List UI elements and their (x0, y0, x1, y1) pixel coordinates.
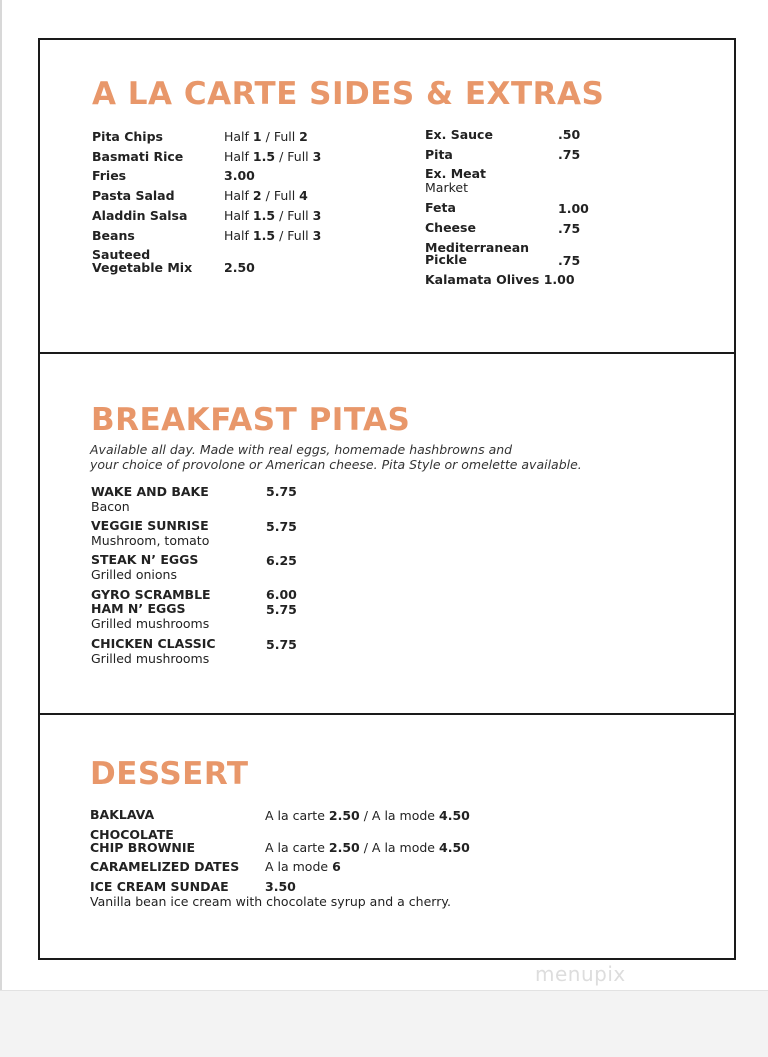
menu-item-name: Basmati Rice (92, 149, 184, 164)
menu-item-name: STEAK N’ EGGS (91, 552, 199, 567)
breakfast-heading: BREAKFAST PITAS (91, 402, 411, 438)
menu-item-price: 2.50 (224, 260, 255, 275)
menu-item: Kalamata Olives 1.00 (425, 272, 575, 287)
menu-item-price: Half 1 / Full 2 (224, 129, 308, 144)
menu-item-price: Half 2 / Full 4 (224, 188, 308, 203)
menu-item-price: Half 1.5 / Full 3 (224, 149, 322, 164)
menu-item-name: Vegetable Mix (92, 260, 193, 275)
menu-item-name: Pasta Salad (92, 188, 175, 203)
menu-item-desc: Grilled mushrooms (91, 651, 210, 666)
scan-footer (0, 990, 768, 1057)
menu-item-name: Fries (92, 168, 127, 183)
menu-item-desc: Mushroom, tomato (91, 533, 210, 548)
menu-item-name: VEGGIE SUNRISE (91, 518, 209, 533)
menu-item-name: Beans (92, 228, 135, 243)
menu-item-price: A la mode 6 (265, 859, 341, 874)
menu-item-price: .75 (558, 253, 581, 268)
menu-item-price: 5.75 (266, 519, 297, 534)
menu-item-name: Cheese (425, 220, 476, 235)
menu-item-name: Feta (425, 200, 456, 215)
menu-item-price: 6.25 (266, 553, 297, 568)
menu-item-price: 5.75 (266, 484, 297, 499)
menu-item-name: CARAMELIZED DATES (90, 859, 240, 874)
menu-item-name: BAKLAVA (90, 807, 155, 822)
menu-item-price: 3.50 (265, 879, 296, 894)
menu-item-name: Pita (425, 147, 453, 162)
menu-item-price: 5.75 (266, 637, 297, 652)
menu-item-name: Aladdin Salsa (92, 208, 188, 223)
menu-item-name: Sauteed (92, 247, 151, 262)
menu-item-name: WAKE AND BAKE (91, 484, 209, 499)
menu-item-price: .75 (558, 221, 581, 236)
menu-item-name: Ex. Meat (425, 166, 487, 181)
menu-item-name: HAM N’ EGGS (91, 601, 186, 616)
menu-item-price: .75 (558, 147, 581, 162)
menu-item-price: Half 1.5 / Full 3 (224, 228, 322, 243)
menu-item-desc: Grilled onions (91, 567, 177, 582)
menu-item-name: CHICKEN CLASSIC (91, 636, 216, 651)
menu-item-desc: Vanilla bean ice cream with chocolate syrup and a cherry. (90, 894, 451, 909)
menu-item-price: .50 (558, 127, 581, 142)
menu-item-price: A la carte 2.50 / A la mode 4.50 (265, 840, 470, 855)
menu-item-price: 5.75 (266, 602, 297, 617)
menu-item-price: 3.00 (224, 168, 255, 183)
menu-item-name: Ex. Sauce (425, 127, 493, 142)
watermark-logo: menupix (535, 962, 626, 986)
menu-item-name: GYRO SCRAMBLE (91, 587, 211, 602)
menu-item-desc: Grilled mushrooms (91, 616, 210, 631)
menu-item-price: 1.00 (558, 201, 589, 216)
menu-item-desc: Bacon (91, 499, 130, 514)
sides-heading: A LA CARTE SIDES & EXTRAS (92, 76, 605, 112)
menu-item-name: CHOCOLATE (90, 827, 174, 842)
section-divider (38, 352, 736, 354)
menu-item-name: CHIP BROWNIE (90, 840, 196, 855)
dessert-heading: DESSERT (90, 756, 249, 792)
menu-item-name: Pita Chips (92, 129, 163, 144)
menu-item-note: Market (425, 180, 468, 195)
menu-item-name: ICE CREAM SUNDAE (90, 879, 229, 894)
menu-item-price: A la carte 2.50 / A la mode 4.50 (265, 808, 470, 823)
menu-item-name: Pickle (425, 252, 467, 267)
menu-item-name: Mediterranean (425, 240, 530, 255)
scan-edge (0, 0, 2, 1056)
menu-item-price: 6.00 (266, 587, 297, 602)
section-divider (38, 713, 736, 715)
breakfast-intro: Available all day. Made with real eggs, homemade hashbrowns and your choice of provolone or American cheese. Pita Style or omelette available. (90, 442, 582, 472)
menu-item-price: Half 1.5 / Full 3 (224, 208, 322, 223)
